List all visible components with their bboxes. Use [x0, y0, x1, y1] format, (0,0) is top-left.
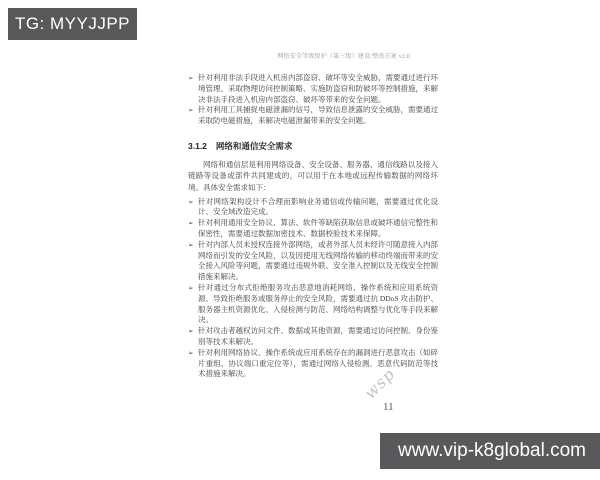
website-badge: www.vip-k8global.com: [380, 433, 600, 469]
list-item: [188, 348, 438, 380]
network-security-bullet-list: [188, 197, 438, 381]
list-item-text: 针对网络架构设计不合理而影响业务通信或传输问题，需要通过优化设计、安全域改造完成。: [198, 196, 438, 217]
list-item: [188, 105, 438, 127]
section-title: 网络和通信安全需求: [215, 140, 293, 151]
list-item-text: 针对通过分布式拒绝服务攻击恶意地消耗网络、操作系统和应用系统资源、导致拒绝服务或服务停止的安全风险，需要通过抗 DDoS 攻击防护、服务器主机资源优化、入侵检测与防范、网络结构调整与优化等手段来解决。: [198, 282, 439, 325]
arrow-bullet-icon: ➢: [188, 74, 194, 82]
list-item-text: 针对利用工具捕捉电磁泄漏的信号，导致信息泄露的安全威胁，需要通过采取防电磁措施，来解决电磁泄漏带来的安全问题。: [198, 105, 438, 126]
document-header-title: 网络安全等级保护（第三级）建设/整改方案 v2.0: [277, 54, 410, 60]
arrow-bullet-icon: ➢: [188, 219, 194, 228]
list-item: [188, 218, 438, 240]
document-body: [188, 73, 438, 380]
page-number: 11: [383, 401, 394, 413]
arrow-bullet-icon: ➢: [188, 327, 194, 336]
arrow-bullet-icon: ➢: [188, 106, 194, 115]
list-item: [188, 240, 438, 283]
arrow-bullet-icon: ➢: [188, 197, 194, 206]
arrow-bullet-icon: ➢: [188, 348, 194, 357]
list-item-text: 针对利用非法手段进入机房内部盗窃、破坏等安全威胁，需要通过进行环境管理、采取物理访问控制策略、实施防盗窃和防破坏等控制措施，来解决非法手段进入机房内部盗窃、破坏等带来的安全问题。: [198, 73, 438, 104]
arrow-bullet-icon: ➢: [188, 283, 194, 292]
list-item-text: 针对内部人员未授权连接外部网络，或者外部人员未经许可随意接入内部网络而引发的安全风险，以及因使用无线网络传输的移动终端而带来的安全接入风险等问题，需要通过违规外联、安全准入控制以及无线安全控制措施来解决。: [198, 239, 438, 282]
arrow-bullet-icon: ➢: [188, 240, 194, 249]
list-item: [188, 73, 438, 105]
section-intro-paragraph: 网络和通信层是利用网络设备、安全设备、服务器、通信线路以及接入链路等设备或部件共同建成的，可以用于在本地或远程传输数据的网络环境。具体安全需求如下：: [188, 159, 438, 192]
section-heading: [188, 141, 438, 152]
telegram-badge: TG: MYYJJPP: [8, 8, 137, 40]
section-number: 3.1.2: [188, 140, 207, 151]
list-item: [188, 326, 438, 348]
list-item: [188, 197, 438, 219]
list-item: [188, 283, 438, 326]
list-item-text: 针对利用通用安全协议、算法、软件等缺陷获取信息或破坏通信完整性和保密性，需要通过数据加密技术、数据校验技术来保障。: [198, 218, 438, 238]
list-item-text: 针对攻击者越权访问文件、数据或其他资源，需要通过访问控制、身份鉴别等技术来解决。: [198, 326, 438, 346]
list-item-text: 针对利用网络协议、操作系统或应用系统存在的漏洞进行恶意攻击（如碎片重组、协议端口重定位等），需通过网络入侵检测、恶意代码防范等技术措施来解决。: [198, 347, 438, 379]
wsp-watermark: wsp: [360, 364, 399, 403]
physical-security-bullet-list: [188, 73, 438, 127]
